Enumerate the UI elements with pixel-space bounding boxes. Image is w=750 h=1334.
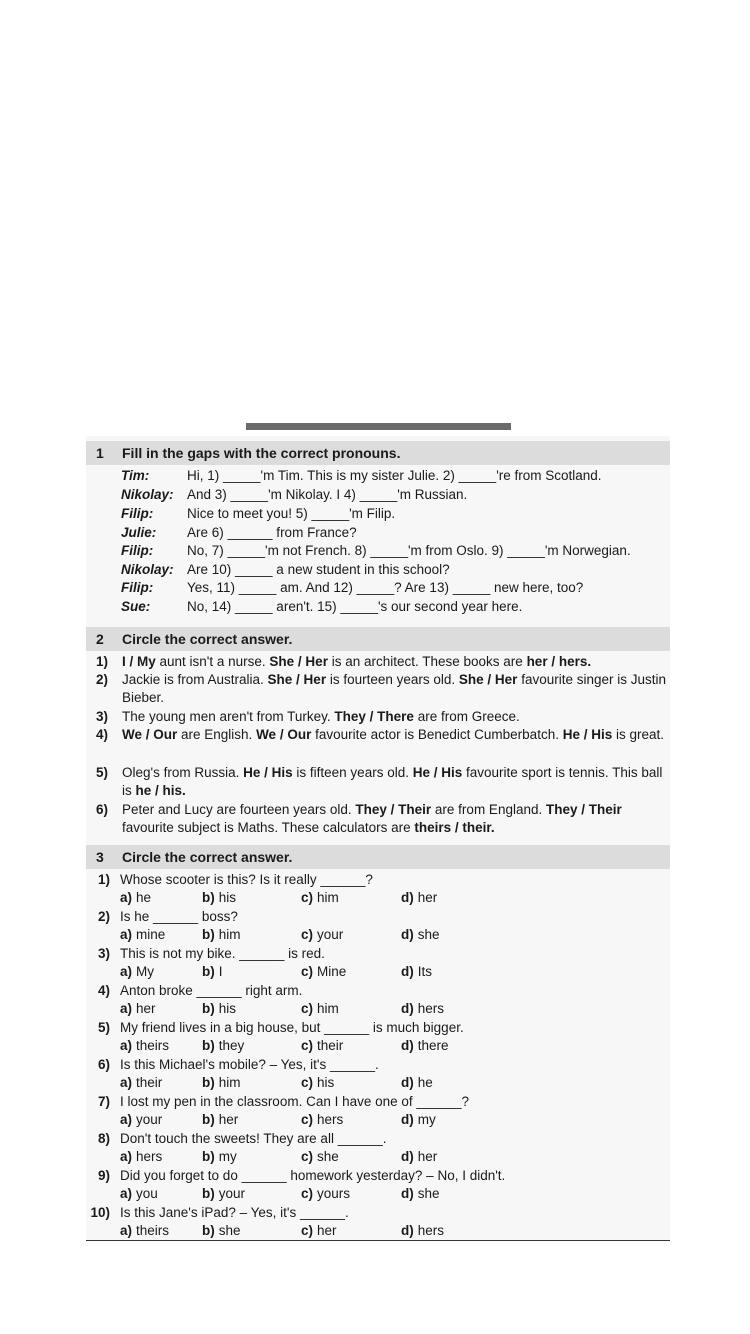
option-text: him [218, 927, 241, 942]
option-text: her [218, 1112, 239, 1127]
item-text: Oleg's from Russia. He / His is fifteen years old. He / His favourite sport is tennis. This ball is he / his. [122, 765, 663, 798]
option-d[interactable] [401, 1148, 437, 1166]
option-text: your [218, 1186, 246, 1201]
option-label: a) [120, 1149, 133, 1164]
option-label: a) [120, 1186, 133, 1201]
question-number: 2) [97, 909, 110, 924]
option-text: there [417, 1038, 449, 1053]
speaker-name: Nikolay: [121, 487, 174, 502]
option-label: c) [301, 927, 314, 942]
option-text: hers [317, 1112, 344, 1127]
dialogue-text: Are 6) ______ from France? [187, 525, 357, 540]
option-label: d) [401, 1038, 414, 1053]
option-a[interactable] [120, 926, 165, 944]
dialogue-text: Nice to meet you! 5) _____'m Filip. [187, 506, 396, 521]
question-number: 4) [97, 983, 110, 998]
speaker-name: Filip: [121, 543, 154, 558]
option-text: his [218, 890, 237, 905]
speaker-name: Filip: [121, 506, 154, 521]
option-text: you [136, 1186, 158, 1201]
option-text: Mine [317, 964, 347, 979]
speaker-name: Filip: [121, 580, 154, 595]
option-text: him [317, 890, 339, 905]
option-label: d) [401, 1149, 414, 1164]
section-2-header [86, 627, 670, 651]
option-text: hers [417, 1001, 445, 1016]
dialogue-text: Yes, 11) _____ am. And 12) _____? Are 13) _____ new here, too? [187, 580, 584, 595]
option-b[interactable] [202, 1074, 241, 1092]
dialogue-text: Hi, 1) _____'m Tim. This is my sister Julie. 2) _____'re from Scotland. [187, 468, 602, 483]
question-text: Don't touch the sweets! They are all ______. [120, 1131, 387, 1146]
option-label: c) [301, 1186, 314, 1201]
option-label: a) [120, 964, 133, 979]
question-number: 1) [97, 872, 110, 887]
question-text: Whose scooter is this? Is it really ______? [120, 872, 373, 887]
option-c[interactable] [301, 1148, 339, 1166]
speaker-name: Tim: [121, 468, 150, 483]
option-label: a) [120, 1112, 133, 1127]
option-c[interactable] [301, 889, 339, 907]
option-text: she [317, 1149, 339, 1164]
option-a[interactable] [120, 889, 151, 907]
option-label: a) [120, 1001, 133, 1016]
option-label: b) [202, 927, 215, 942]
option-text: theirs [136, 1223, 170, 1238]
item-text: The young men aren't from Turkey. They / There are from Greece. [122, 709, 520, 724]
option-a[interactable] [120, 1222, 169, 1240]
item-number: 4) [96, 727, 109, 742]
option-b[interactable] [202, 1111, 238, 1129]
item-text: Peter and Lucy are fourteen years old. They / Their are from England. They / Their favourite subject is Maths. These calculators are theirs / their. [122, 802, 622, 835]
option-c[interactable] [301, 1074, 334, 1092]
option-text: theirs [136, 1038, 170, 1053]
option-label: a) [120, 1223, 133, 1238]
option-label: d) [401, 927, 414, 942]
option-text: your [136, 1112, 163, 1127]
question-number: 3) [97, 946, 110, 961]
option-label: d) [401, 1001, 414, 1016]
section-1-header [86, 441, 670, 465]
option-c[interactable] [301, 926, 343, 944]
section-title: Fill in the gaps with the correct pronouns. [122, 445, 401, 461]
option-d[interactable] [401, 1222, 444, 1240]
section-title: Circle the correct answer. [122, 849, 293, 865]
option-a[interactable] [120, 963, 154, 981]
speaker-name: Sue: [121, 599, 151, 614]
question-text: Anton broke ______ right arm. [120, 983, 303, 998]
option-label: a) [120, 1075, 133, 1090]
option-b[interactable] [202, 1185, 245, 1203]
option-text: she [417, 1186, 440, 1201]
option-a[interactable] [120, 1000, 156, 1018]
option-label: b) [202, 1075, 215, 1090]
option-text: mine [136, 927, 166, 942]
option-text: their [317, 1038, 344, 1053]
option-label: b) [202, 1001, 215, 1016]
option-b[interactable] [202, 1000, 236, 1018]
option-b[interactable] [202, 963, 223, 981]
header-divider-bar [246, 423, 511, 430]
option-label: c) [301, 1075, 314, 1090]
option-text: your [317, 927, 344, 942]
option-d[interactable] [401, 1074, 433, 1092]
option-label: b) [202, 1112, 215, 1127]
option-b[interactable] [202, 1222, 241, 1240]
question-text: This is not my bike. ______ is red. [120, 946, 325, 961]
option-text: he [136, 890, 152, 905]
dialogue-text: And 3) _____'m Nikolay. I 4) _____'m Russian. [187, 487, 468, 502]
section-3-header [86, 845, 670, 869]
option-text: his [317, 1075, 335, 1090]
option-b[interactable] [202, 1148, 237, 1166]
option-label: b) [202, 1149, 215, 1164]
option-label: c) [301, 1001, 314, 1016]
item-text: I / My aunt isn't a nurse. She / Her is an architect. These books are her / hers. [122, 654, 592, 669]
option-text: my [218, 1149, 237, 1164]
option-label: a) [120, 890, 133, 905]
option-label: d) [401, 1186, 414, 1201]
option-text: my [417, 1112, 436, 1127]
question-text: Is this Jane's iPad? – Yes, it's ______. [120, 1205, 349, 1220]
question-text: My friend lives in a big house, but ______ is much bigger. [120, 1020, 464, 1035]
dialogue-text: Are 10) _____ a new student in this school? [187, 562, 450, 577]
option-text: hers [417, 1223, 445, 1238]
dialogue-text: No, 14) _____ aren't. 15) _____'s our second year here. [187, 599, 523, 614]
option-label: d) [401, 1112, 414, 1127]
option-label: b) [202, 964, 215, 979]
option-label: c) [301, 1223, 314, 1238]
option-text: yours [317, 1186, 351, 1201]
option-d[interactable] [401, 963, 432, 981]
item-number: 6) [96, 802, 109, 817]
option-text: they [218, 1038, 245, 1053]
option-text: him [218, 1075, 241, 1090]
option-b[interactable] [202, 889, 236, 907]
question-number: 7) [97, 1094, 110, 1109]
option-text: I [218, 964, 223, 979]
question-text: Is this Michael's mobile? – Yes, it's ______. [120, 1057, 379, 1072]
option-b[interactable] [202, 926, 241, 944]
item-text: We / Our are English. We / Our favourite actor is Benedict Cumberbatch. He / His is great. [122, 727, 665, 742]
option-a[interactable] [120, 1148, 162, 1166]
option-text: he [417, 1075, 433, 1090]
option-text: Its [417, 964, 433, 979]
option-text: her [136, 1001, 156, 1016]
question-number: 9) [97, 1168, 110, 1183]
option-text: her [417, 890, 438, 905]
option-text: she [417, 927, 440, 942]
option-d[interactable] [401, 1185, 440, 1203]
option-label: d) [401, 1075, 414, 1090]
option-d[interactable] [401, 889, 437, 907]
section-number: 1 [96, 445, 104, 461]
option-d[interactable] [401, 1037, 449, 1055]
question-number: 8) [97, 1131, 110, 1146]
option-label: c) [301, 890, 314, 905]
item-number: 3) [96, 709, 109, 724]
item-number: 1) [96, 654, 109, 669]
option-d[interactable] [401, 1111, 436, 1129]
option-c[interactable] [301, 963, 346, 981]
option-b[interactable] [202, 1037, 244, 1055]
option-label: b) [202, 890, 215, 905]
option-c[interactable] [301, 1037, 343, 1055]
option-text: him [317, 1001, 339, 1016]
item-text: Jackie is from Australia. She / Her is fourteen years old. She / Her favourite singer is Justin Bieber. [122, 672, 667, 705]
option-d[interactable] [401, 1000, 444, 1018]
option-label: c) [301, 1149, 314, 1164]
question-number: 10) [90, 1205, 110, 1220]
option-label: b) [202, 1223, 215, 1238]
option-text: her [417, 1149, 438, 1164]
option-text: their [136, 1075, 163, 1090]
speaker-name: Julie: [121, 525, 157, 540]
question-number: 5) [97, 1020, 110, 1035]
option-c[interactable] [301, 1185, 350, 1203]
speaker-name: Nikolay: [121, 562, 174, 577]
option-a[interactable] [120, 1037, 169, 1055]
option-c[interactable] [301, 1000, 339, 1018]
option-label: c) [301, 1038, 314, 1053]
option-text: his [218, 1001, 237, 1016]
question-number: 6) [97, 1057, 110, 1072]
option-label: b) [202, 1186, 215, 1201]
option-text: hers [136, 1149, 163, 1164]
option-label: a) [120, 927, 133, 942]
section-number: 3 [96, 849, 104, 865]
option-label: b) [202, 1038, 215, 1053]
option-c[interactable] [301, 1111, 343, 1129]
option-a[interactable] [120, 1074, 162, 1092]
option-label: a) [120, 1038, 133, 1053]
section-number: 2 [96, 631, 104, 647]
option-text: My [136, 964, 155, 979]
option-label: c) [301, 1112, 314, 1127]
option-a[interactable] [120, 1185, 158, 1203]
bottom-rule [86, 1240, 670, 1241]
item-number: 5) [96, 765, 109, 780]
option-label: d) [401, 890, 414, 905]
option-c[interactable] [301, 1222, 337, 1240]
option-a[interactable] [120, 1111, 162, 1129]
question-text: Is he ______ boss? [120, 909, 238, 924]
option-label: d) [401, 1223, 414, 1238]
option-label: d) [401, 964, 414, 979]
question-text: Did you forget to do ______ homework yesterday? – No, I didn't. [120, 1168, 506, 1183]
item-number: 2) [96, 672, 109, 687]
option-label: c) [301, 964, 314, 979]
dialogue-text: No, 7) _____'m not French. 8) _____'m from Oslo. 9) _____'m Norwegian. [187, 543, 631, 558]
section-title: Circle the correct answer. [122, 631, 293, 647]
option-text: her [317, 1223, 337, 1238]
question-text: I lost my pen in the classroom. Can I have one of ______? [120, 1094, 469, 1109]
option-d[interactable] [401, 926, 440, 944]
option-text: she [218, 1223, 241, 1238]
